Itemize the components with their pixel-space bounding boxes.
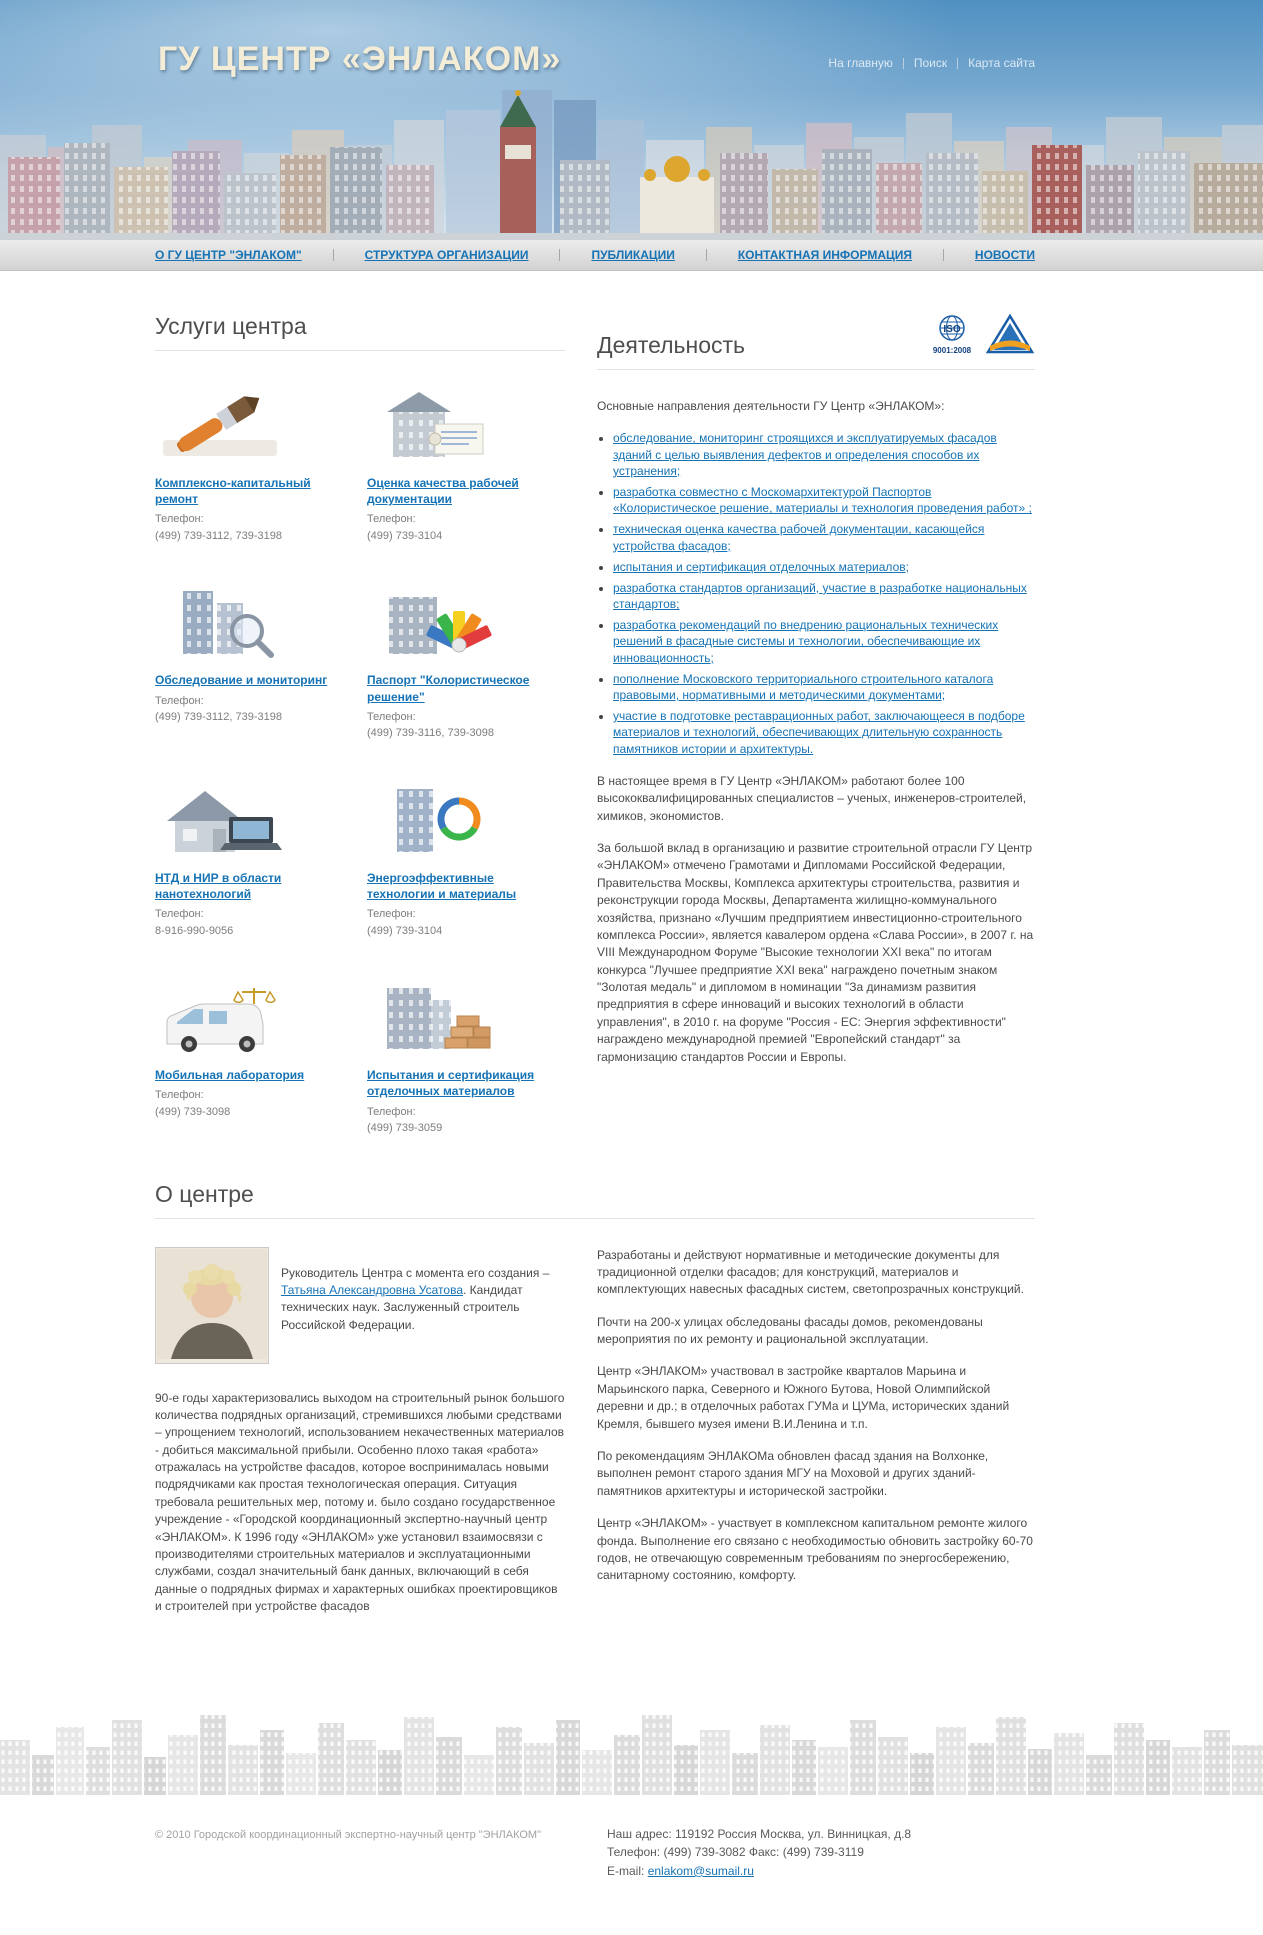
service-link-mobile-lab[interactable]: Мобильная лаборатория: [155, 1068, 305, 1083]
service-card: [367, 774, 557, 939]
divider: [903, 58, 904, 69]
footer-contacts: [607, 1825, 911, 1881]
header-hero: [0, 0, 1263, 240]
paintbrush-icon: [155, 379, 345, 467]
service-link-documentation-quality[interactable]: Оценка качества рабочей документации: [367, 476, 519, 507]
certification-logos: [929, 313, 1035, 359]
activity-bullet-link[interactable]: техническая оценка качества рабочей документации, касающейся устройства фасадов;: [613, 522, 985, 553]
phone-label: Телефон:: [367, 908, 416, 921]
van-icon: [155, 971, 345, 1059]
laptop-house-icon: [155, 774, 345, 862]
about-paragraph: Центр «ЭНЛАКОМ» участвовал в застройке кварталов Марьина и Марьинского парка, Северного и Южного Бутова, Новой Олимпийской деревни и др.; в отделочных работах ГУМа и ЦУМа, исторических зданий Кремля, бывшего музея имени В.И.Ленина и т.п.: [597, 1364, 1010, 1431]
about-paragraph: Разработаны и действуют нормативные и методические документы для традиционной отделки фасадов; для конструкций, материалов и комплектующих навесных фасадных систем, светопрозрачных конструкций.: [597, 1247, 1024, 1297]
service-link-energy-efficiency[interactable]: Энергоэффективные технологии и материалы: [367, 870, 517, 901]
main-content: [155, 271, 1035, 1631]
service-link-monitoring[interactable]: Обследование и мониторинг: [155, 673, 328, 688]
phone-label: Телефон:: [367, 710, 416, 723]
activity-list: [597, 430, 1035, 756]
list-item: [613, 617, 1035, 666]
director-name-link[interactable]: Татьяна Александровна Усатова: [281, 1282, 463, 1297]
activity-bullet-link[interactable]: разработка стандартов организаций, участие в разработке национальных стандартов;: [613, 580, 1027, 612]
phone-number: (499) 739-3098: [155, 1105, 231, 1118]
bricks-icon: [367, 971, 557, 1059]
phone-number: (499) 739-3116, 739-3098: [367, 727, 495, 740]
phone-label: Телефон:: [155, 908, 204, 921]
activity-paragraph: В настоящее время в ГУ Центр «ЭНЛАКОМ» работают более 100 высококвалифицированных специалистов – ученых, инженеров-строителей, химиков, экономистов.: [597, 773, 1027, 823]
divider: [559, 249, 560, 261]
energy-building-icon: [367, 774, 557, 862]
phone-number: (499) 739-3112, 739-3198: [155, 711, 283, 724]
services-grid: [155, 379, 565, 1137]
services-heading: Услуги центра: [155, 313, 307, 339]
nav-item-about[interactable]: О ГУ ЦЕНТР "ЭНЛАКОМ": [155, 248, 302, 262]
phone-number: (499) 739-3104: [367, 529, 443, 542]
services-section: [155, 313, 565, 1137]
phone-label: Телефон:: [367, 513, 416, 526]
pyramid-award-logo: [985, 313, 1035, 359]
iso-9001-logo: [929, 313, 975, 359]
activity-bullet-link[interactable]: разработка совместно с Москомархитектурой Паспортов «Колористическое решение, материалы и технология проведения работ» ;: [613, 484, 1032, 516]
divider: [957, 58, 958, 69]
service-link-capital-repair[interactable]: Комплексно-капитальный ремонт: [155, 476, 311, 507]
activity-bullet-link[interactable]: пополнение Московского территориального строительного каталога правовыми, нормативными и методическими документами;: [613, 671, 994, 703]
top-link-sitemap[interactable]: Карта сайта: [968, 56, 1035, 70]
list-item: [613, 521, 1035, 553]
phone-number: (499) 739-3112, 739-3198: [155, 529, 283, 542]
list-item: [613, 580, 1035, 612]
activity-intro: Основные направления деятельности ГУ Центр «ЭНЛАКОМ»:: [597, 399, 945, 413]
footer-address: Наш адрес: 119192 Россия Москва, ул. Винницкая, д.8: [607, 1826, 912, 1841]
magnifier-buildings-icon: [155, 576, 345, 664]
about-left-paragraph: 90-е годы характеризовались выходом на строительный рынок большого количества подрядных организаций, стремившихся любыми средствами – упрощением технологий, использованием некачественных материалов - добиться максимальной прибыли. Особенно плохо такая «работа» отражалась на устройстве фасадов, которое воспринималась новыми подрядчиками как простая технологическая операция. Ситуация требовала решительных мер, потому и. было создано государственное учреждение - «Городской координационный экспертно-научный центр «ЭНЛАКОМ». К 1996 году «ЭНЛАКОМ» уже установил взаимосвязи с производителями строительных материалов и эксплуатационными службами, создал значительный банк данных, включающий в себя данные о подрядных фирмах и характерных ошибках проектировщиков и строителей при устройстве фасадов: [155, 1390, 565, 1614]
activity-bullet-link[interactable]: обследование, мониторинг строящихся и эксплуатируемых фасадов зданий с целью выявления дефектов и определения способов их устранения;: [613, 431, 997, 478]
activity-bullet-link[interactable]: участие в подготовке реставрационных работ, заключающееся в подборе материалов и технологий, обеспечивающих длительную сохранность памятников истории и архитектуры.: [613, 709, 1025, 756]
email-link[interactable]: enlakom@sumail.ru: [647, 1863, 754, 1878]
about-heading: О центре: [155, 1180, 254, 1207]
top-link-home[interactable]: На главную: [828, 56, 893, 70]
phone-label: Телефон:: [155, 513, 204, 526]
nav-item-news[interactable]: НОВОСТИ: [974, 248, 1035, 262]
blueprint-icon: [367, 379, 557, 467]
phone-label: Телефон:: [155, 694, 204, 707]
color-swatches-icon: [367, 576, 557, 664]
director-photo: [155, 1247, 269, 1364]
copyright: © 2010 Городской координационный экспертно-научный центр "ЭНЛАКОМ": [155, 1828, 541, 1841]
top-link-search[interactable]: Поиск: [913, 56, 948, 70]
activity-paragraph: За большой вклад в организацию и развитие строительной отрасли ГУ Центр «ЭНЛАКОМ» отмечено Грамотами и Дипломами Российской Федерации, Правительства Москвы, Комплекса архитектуры строительства, развития и реконструкции города Москвы, Департамента жилищно-коммунального хозяйства, признано «Лучшим предприятием инвестиционно-строительного комплекса России», является кавалером ордена «Слава России», в 2007 г. на VIII Международном Форуме "Высокие технологии XXI века" по итогам конкурса "Лучшее предприятие XXI века" награждено почетным знаком "Золотая медаль" и дипломом в номинации "За динамизм развития предприятия в сфере инноваций и высоких технологий в области управления", в 2010 г. на форуме "Россия - ЕС: Энергия эффективности" награждено международной премией "Европейский стандарт" за гармонизацию стандартов России и Европы.: [597, 840, 1034, 1064]
divider: [333, 249, 334, 261]
divider: [706, 249, 707, 261]
service-card: [367, 379, 557, 544]
nav-item-contacts[interactable]: КОНТАКТНАЯ ИНФОРМАЦИЯ: [737, 248, 913, 262]
caption-text: Руководитель Центра с момента его создания –: [281, 1265, 550, 1280]
list-item: [613, 708, 1035, 757]
divider: [943, 249, 944, 261]
about-paragraph: По рекомендациям ЭНЛАКОМа обновлен фасад здания на Волхонке, выполнен ремонт старого здания МГУ на Моховой и других зданий-памятников архитектуры и исторической застройки.: [597, 1449, 989, 1498]
footer-email-line: [607, 1862, 911, 1881]
footer-phone-fax: Телефон: (499) 739-3082 Факс: (499) 739-3119: [607, 1845, 864, 1860]
phone-label: Телефон:: [367, 1105, 416, 1118]
nav-item-structure[interactable]: СТРУКТУРА ОРГАНИЗАЦИИ: [364, 248, 529, 262]
phone-number: 8-916-990-9056: [155, 924, 234, 937]
activity-heading: Деятельность: [597, 332, 746, 358]
service-card: [155, 774, 345, 939]
service-link-materials-certification[interactable]: Испытания и сертификация отделочных материалов: [367, 1068, 535, 1099]
list-item: [613, 484, 1035, 516]
about-paragraph: Центр «ЭНЛАКОМ» - участвует в комплексном капитальном ремонте жилого фонда. Выполнение его связано с необходимостью обновить застройку 60-70 годов, не отвечающую современным требованиям по энергосбережению, санитарному состоянию, комфорту.: [597, 1516, 1033, 1583]
service-link-nanotech[interactable]: НТД и НИР в области нанотехнологий: [155, 870, 282, 901]
activity-section: [597, 313, 1035, 1137]
list-item: [613, 671, 1035, 703]
list-item: [613, 559, 1035, 575]
director-caption: [281, 1247, 565, 1364]
svg-text:9001:2008: 9001:2008: [932, 346, 972, 355]
service-card: [155, 379, 345, 544]
top-links: [828, 56, 1035, 70]
svg-text:ISO: ISO: [943, 324, 961, 335]
header: [0, 0, 1263, 271]
email-label: E-mail:: [607, 1863, 645, 1878]
service-link-color-passport[interactable]: Паспорт "Колористическое решение": [367, 673, 530, 704]
footer: [0, 1695, 1263, 1935]
list-item: [613, 430, 1035, 479]
activity-bullet-link[interactable]: испытания и сертификация отделочных материалов;: [613, 559, 909, 574]
service-card: [155, 971, 345, 1136]
about-section: [155, 1181, 1035, 1631]
phone-label: Телефон:: [155, 1089, 204, 1102]
main-nav: [0, 240, 1263, 271]
about-paragraph: Почти на 200-х улицах обследованы фасады домов, рекомендованы мероприятия по их ремонту и рациональной эксплуатации.: [597, 1314, 983, 1347]
caption-text: . Кандидат технических наук. Заслуженный строитель Российской Федерации.: [281, 1282, 523, 1332]
nav-item-publications[interactable]: ПУБЛИКАЦИИ: [591, 248, 675, 262]
activity-bullet-link[interactable]: разработка рекомендаций по внедрению рациональных технических решений в фасадные системы и технологии, обеспечивающие их инновационность;: [613, 618, 999, 665]
service-card: [367, 576, 557, 741]
director-bio: [155, 1247, 565, 1364]
site-title: ГУ ЦЕНТР «ЭНЛАКОМ»: [158, 40, 562, 78]
service-card: [155, 576, 345, 741]
city-skyline-illustration: [0, 85, 1263, 240]
phone-number: (499) 739-3059: [367, 1122, 443, 1134]
footer-skyline-illustration: [0, 1695, 1263, 1795]
phone-number: (499) 739-3104: [367, 924, 443, 937]
service-card: [367, 971, 557, 1136]
